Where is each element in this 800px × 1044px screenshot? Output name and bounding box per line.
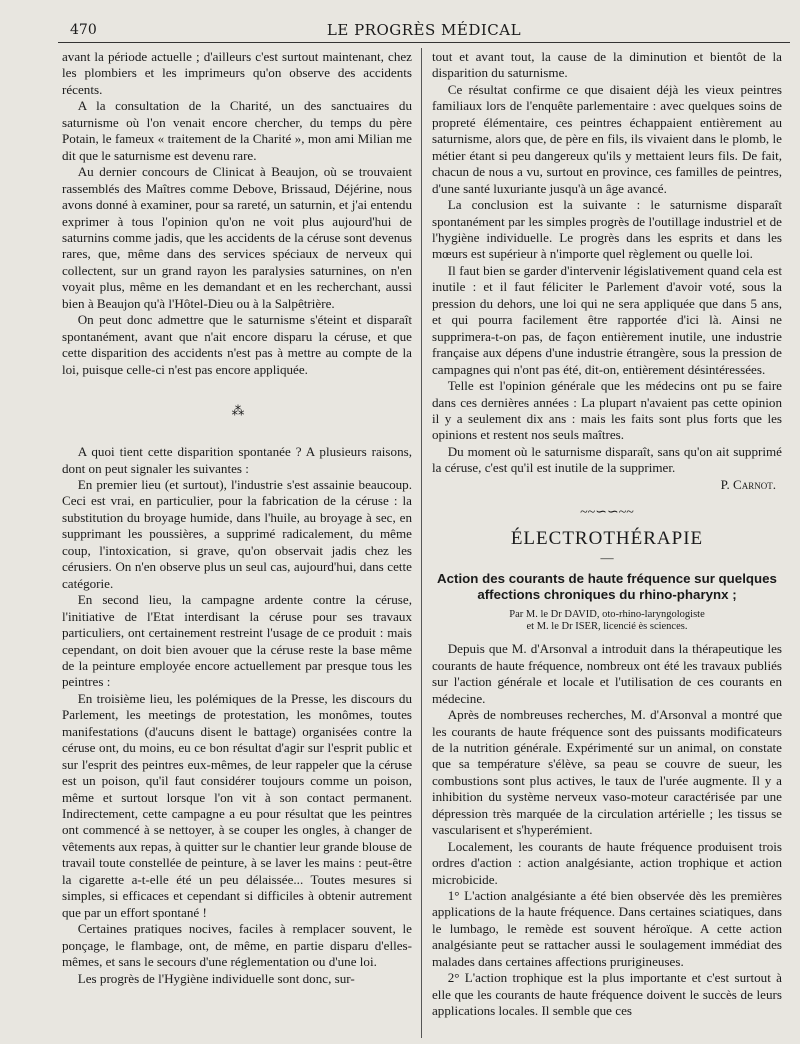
ornamental-rule: ~~∽∽~~: [580, 505, 634, 521]
paragraph: Localement, les courants de haute fréquence produisent trois ordres d'action : action analgésiante, action trophique et action microbicide.: [432, 838, 782, 887]
column-divider: [421, 48, 422, 1038]
left-column: [62, 49, 412, 987]
paragraph: Telle est l'opinion générale que les médecins ont pu se faire dans ces dernières années : La plupart n'avaient pas cette opinion il y a seulement dix ans : mais les faits sont plus forts que les opinions et restent nos seuls maîtres.: [432, 378, 782, 443]
paragraph: Il faut bien se garder d'intervenir législativement quand cela est inutile : et il faut féliciter le Parlement d'avoir voté, sous la pression du dehors, une loi qui ne sera appliquée que dans 5 ans, et qui pourra facilement être rapportée d'ici là. Ainsi ne supprimera-t-on pas, de façon entièrement inutile, une industrie française aux dépens d'une industrie étrangère, sous la pression de campagnes qui n'ont pas été, dit-on, entièrement désintéressées.: [432, 262, 782, 377]
paragraph: Les progrès de l'Hygiène individuelle sont donc, sur-: [77, 970, 355, 986]
paragraph: En second lieu, la campagne ardente contre la céruse, l'initiative de l'Etat interdisant la céruse pour ses travaux particuliers, ont certainement restreint l'usage de ce produit : mais cependant, on doit bien avouer que la céruse reste la base même de la peinture employée encore actuellement par presque tous les peintres :: [62, 592, 412, 690]
paragraph: 2° L'action trophique est la plus importante et c'est surtout à elle que les courants de haute fréquence doivent le succès de leurs applications locales. Il semble que ces: [432, 970, 782, 1019]
paragraph: tout et avant tout, la cause de la diminution et bientôt de la disparition du saturnisme.: [432, 49, 782, 81]
paragraph: avant la période actuelle ; d'ailleurs c'est surtout maintenant, chez les plombiers et les imprimeurs qu'on observe des accidents récents.: [62, 49, 412, 97]
paragraph: Au dernier concours de Clinicat à Beaujon, où se trouvaient rassemblés des Maîtres comme Debove, Brissaud, Déjérine, nous avons donné à examiner, pour sa rareté, un saturnin, et j'ai entendu exprimer à tous l'opinion qu'on ne voit plus aujourd'hui de saturnins comme jadis, que les accidents de la céruse sont devenus rares, que, même dans des services spéciaux de nerveux qui collectent, sur un grand rayon les paralysies saturnines, on n'en voyait plus, même en les demandant et en les recherchant, aussi bien à Beaujon qu'à l'Hôtel-Dieu ou à la Salpêtrière.: [62, 164, 412, 311]
right-column: [432, 49, 782, 1020]
running-header: [58, 20, 790, 43]
paragraph: A la consultation de la Charité, un des sanctuaires du saturnisme où l'on venait encore chercher, du temps du père Potain, le fameux « traitement de la Charité », mon ami Milian me dit que le saturnisme est devenu rare.: [62, 98, 412, 163]
paragraph: La conclusion est la suivante : le saturnisme disparaît spontanément par les simples progrès de l'outillage industriel et de l'hygiène individuelle. Le progrès dans les esprits et dans les mœurs est supérieur à n'importe quel règlement ou quelle loi.: [432, 197, 782, 262]
article-authors: [432, 609, 782, 633]
article-title: Action des courants de haute fréquence sur quelques affections chroniques du rhino-pharynx ;: [437, 571, 777, 603]
paragraph: En troisième lieu, les polémiques de la Presse, les discours du Parlement, les meetings de protestation, les monômes, toutes manifestations (d'aucuns disent le battage) organisées contre la céruse ont, du moins, eu ce bon résultat d'agir sur l'esprit public et sur l'esprit des peintres eux-mêmes, de leur rappeler que la céruse est un poison, qu'il faut considérer toujours comme un poison, même et surtout lorsque l'on vit à son contact permanent. Indirectement, cette campagne a eu pour résultat que les peintres ont commencé à se nettoyer, à se couper les ongles, à changer de vêtements aux repas, à quitter sur le chantier leur grande blouse de travail toute constellée de peinture, à se laver les mains : peut-être la cigarette a-t-elle été un peu délaissée... Toutes mesures si simples, si efficaces et cependant si difficiles à obtenir autrement que par un effort spontané !: [62, 690, 412, 920]
paragraph: 1° L'action analgésiante a été bien observée dès les premières applications de la haute fréquence. Dans certaines sciatiques, dans le lumbago, le remède est souvent héroïque. A cette action analgésiante peut se rattacher aussi le soulagement immédiat des malades dans certaines affections prurigineuses.: [432, 888, 782, 969]
journal-title: LE PROGRÈS MÉDICAL: [326, 21, 522, 39]
section-title: ÉLECTROTHÉRAPIE: [510, 528, 704, 550]
authors-line: Par M. le Dr DAVID, oto-rhino-laryngologiste: [509, 609, 705, 621]
paragraph: A quoi tient cette disparition spontanée ? A plusieurs raisons, dont on peut signaler les suivantes :: [62, 444, 412, 476]
paragraph: Du moment où le saturnisme disparaît, sans qu'on ait supprimé la céruse, c'est qu'il est inutile de la supprimer.: [432, 443, 782, 476]
paragraph: En premier lieu (et surtout), l'industrie s'est assainie beaucoup. Ceci est vrai, en particulier, pour la fabrication de la céruse : la substitution du broyage humide, dans l'huile, au broyage à sec, en supprimant les poussières, a supprimé radicalement, du même coup, l'intoxication, si grave, qu'on observait jadis chez les cérusiers. On n'en observe plus un seul cas, aujourd'hui, dans cette catégorie.: [62, 476, 412, 591]
asterism: ⁂: [231, 403, 243, 419]
paragraph: Ce résultat confirme ce que disaient déjà les vieux peintres familiaux lors de l'enquête parlementaire : avec quelques soins de propreté élémentaire, ces peintres échappaient entièrement au saturnisme, alors que, de père en fils, ils vivaient dans le plomb, le métier étant si peu dangereux qu'ils y mettaient leurs fils. De fait, chacun de nous a vu, surtout en province, ces familles de peintres, d'une santé luxuriante jusqu'à un âge avancé.: [432, 81, 782, 196]
paragraph: Depuis que M. d'Arsonval a introduit dans la thérapeutique les courants de haute fréquence, nombreux ont été les travaux publiés sur l'action générale et locale et l'utilisation de ces courants en médecine.: [432, 641, 782, 706]
paragraph: On peut donc admettre que le saturnisme s'éteint et disparaît spontanément, avant que n'ait encore disparu la céruse, et que cette disparition des accidents n'est pas à mettre au compte de la loi, puisque celle-ci n'est pas encore appliquée.: [62, 312, 412, 377]
authors-line: et M. le Dr ISER, licencié ès sciences.: [526, 621, 688, 633]
paragraph: Après de nombreuses recherches, M. d'Arsonval a montré que les courants de haute fréquence sont des puissants modificateurs de la nutrition générale. Expérimenté sur un animal, on constate que sa température s'élève, sa peau se couvre de sueur, les combustions sont plus actives, le taux de l'urée augmente. Il y a inhibition du système nerveux vaso-moteur caractérisée par une dépression très marquée de la circulation artérielle ; les tissus se vascularisent et s'hyperémient.: [432, 707, 782, 838]
author-signature: P. Carnot.: [720, 476, 776, 492]
page-number: 470: [70, 22, 97, 38]
paragraph: Certaines pratiques nocives, faciles à remplacer souvent, le ponçage, le flambage, ont, de même, en partie disparu d'elles-mêmes, et sans le secours d'une réglementation ou d'une loi.: [62, 921, 412, 970]
section-dash: —: [600, 550, 614, 566]
